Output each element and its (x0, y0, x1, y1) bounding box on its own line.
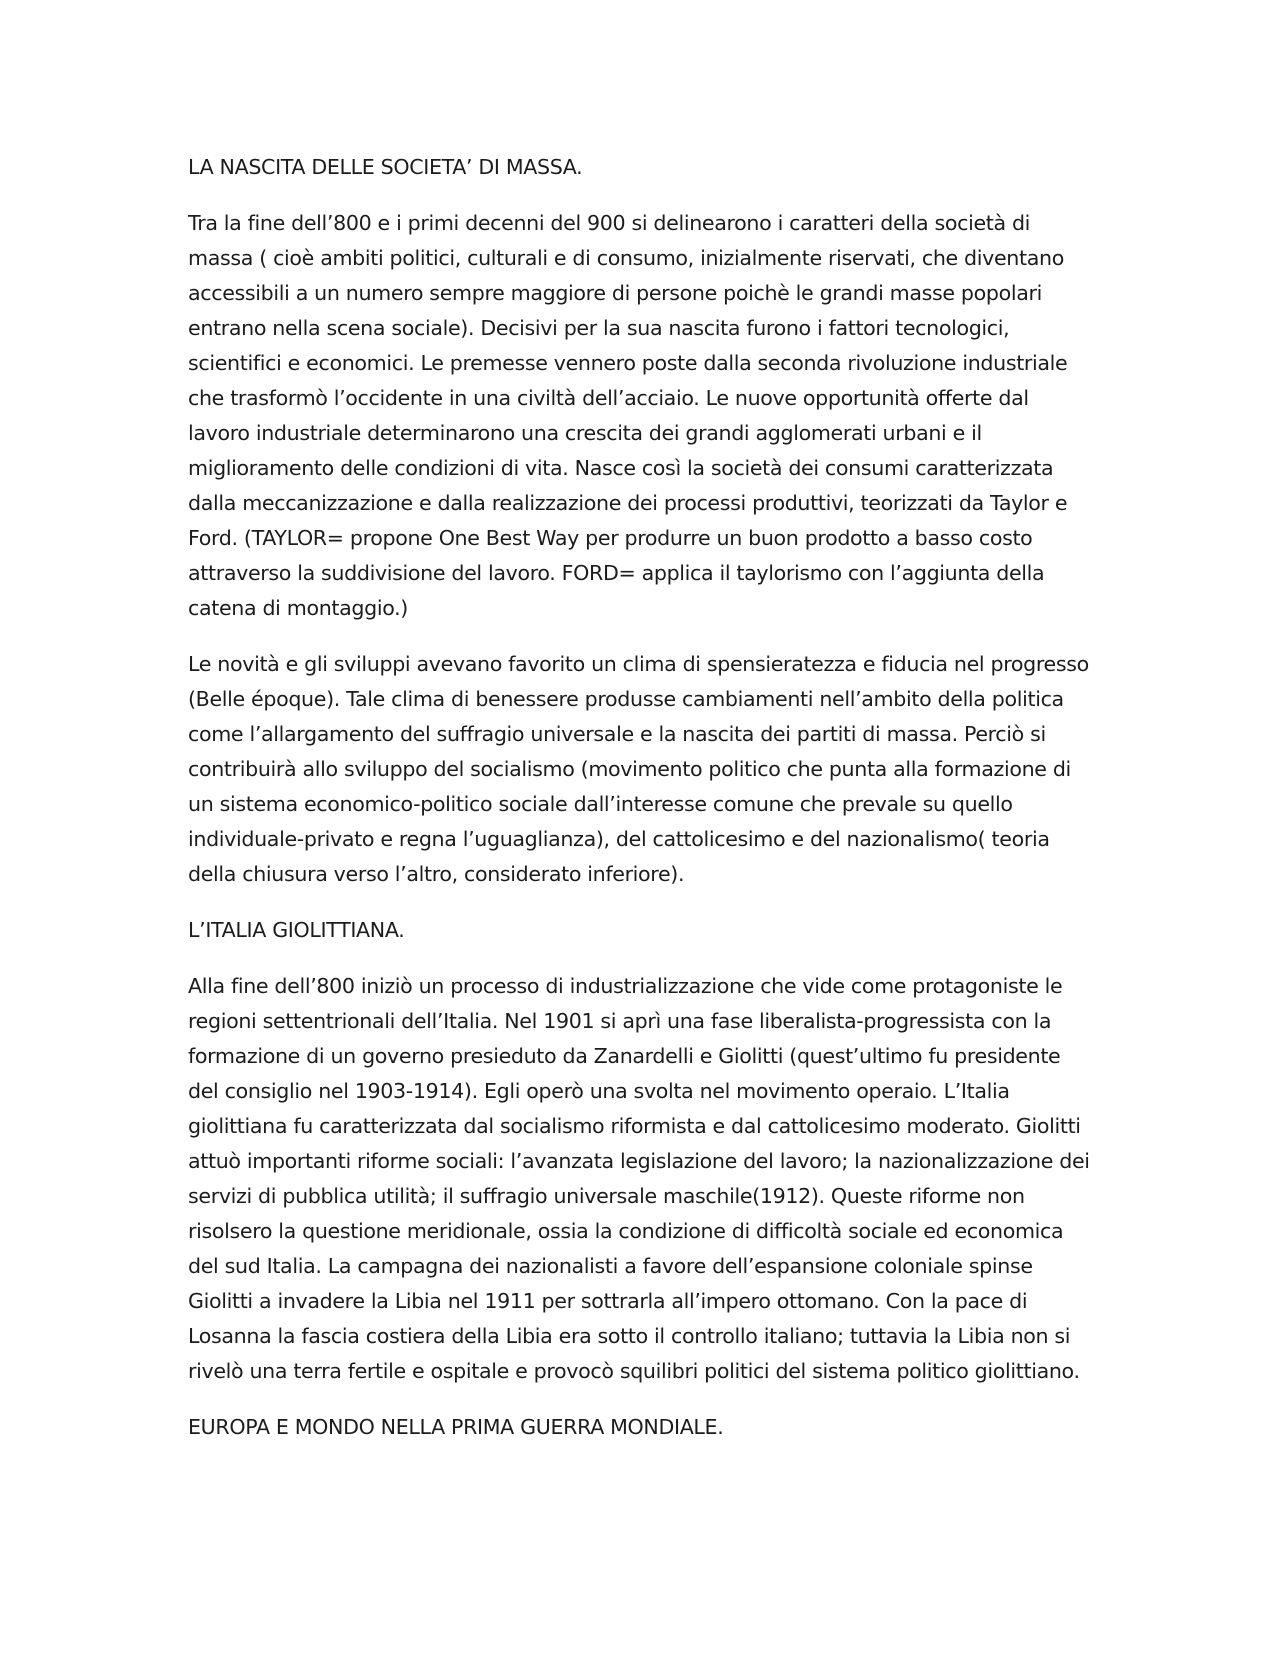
section-heading-mass-society: LA NASCITA DELLE SOCIETA’ DI MASSA. (188, 155, 583, 179)
paragraph-mass-society: Tra la fine dell’800 e i primi decenni del 900 si delinearono i caratteri della società di massa ( cioè ambiti politici, culturali e di consumo, inizialmente riservati, che diventano accessibili a un numero sempre maggiore di persone poichè le grandi masse popolari entrano nella scena sociale). Decisivi per la sua nascita furono i fattori tecnologici, scientifici e economici. Le premesse vennero poste dalla seconda rivoluzione industriale che trasformò l’occidente in una civiltà dell’acciaio. Le nuove opportunità offerte dal lavoro industriale determinarono una crescita dei grandi agglomerati urbani e il miglioramento delle condizioni di vita. Nasce così la società dei consumi caratterizzata dalla meccanizzazione e dalla realizzazione dei processi produttivi, teorizzati da Taylor e Ford. (TAYLOR= propone One Best Way per produrre un buon prodotto a basso costo attraverso la suddivisione del lavoro. FORD= applica il taylorismo con l’aggiunta della catena di montaggio.) (188, 211, 1068, 620)
paragraph-giolittian-italy: Alla fine dell’800 iniziò un processo di industrializzazione che vide come protagoniste le regioni settentrionali dell’Italia. Nel 1901 si aprì una fase liberalista-progressista con la formazione di un governo presieduto da Zanardelli e Giolitti (quest’ultimo fu presidente del consiglio nel 1903-1914). Egli operò una svolta nel movimento operaio. L’Italia giolittiana fu caratterizzata dal socialismo riformista e dal cattolicesimo moderato. Giolitti attuò importanti riforme sociali: l’avanzata legislazione del lavoro; la nazionalizzazione dei servizi di pubblica utilità; il suffragio universale maschile(1912). Queste riforme non risolsero la questione meridionale, ossia la condizione di difficoltà sociale ed economica del sud Italia. La campagna dei nazionalisti a favore dell’espansione coloniale spinse Giolitti a invadere la Libia nel 1911 per sottrarla all’impero ottomano. Con la pace di Losanna la fascia costiera della Libia era sotto il controllo italiano; tuttavia la Libia non si rivelò una terra fertile e ospitale e provocò squilibri politici del sistema politico giolittiano. (188, 974, 1090, 1383)
section-heading-giolittian-italy: L’ITALIA GIOLITTIANA. (188, 918, 405, 942)
section-heading-world-war-one: EUROPA E MONDO NELLA PRIMA GUERRA MONDIALE. (188, 1415, 724, 1439)
document-page (188, 150, 1092, 1466)
paragraph-belle-epoque: Le novità e gli sviluppi avevano favorito un clima di spensieratezza e fiducia nel progresso (Belle époque). Tale clima di benessere produsse cambiamenti nell’ambito della politica come l’allargamento del suffragio universale e la nascita dei partiti di massa. Perciò si contribuirà allo sviluppo del socialismo (movimento politico che punta alla formazione di un sistema economico-politico sociale dall’interesse comune che prevale su quello individuale-privato e regna l’uguaglianza), del cattolicesimo e del nazionalismo( teoria della chiusura verso l’altro, considerato inferiore). (188, 652, 1089, 886)
